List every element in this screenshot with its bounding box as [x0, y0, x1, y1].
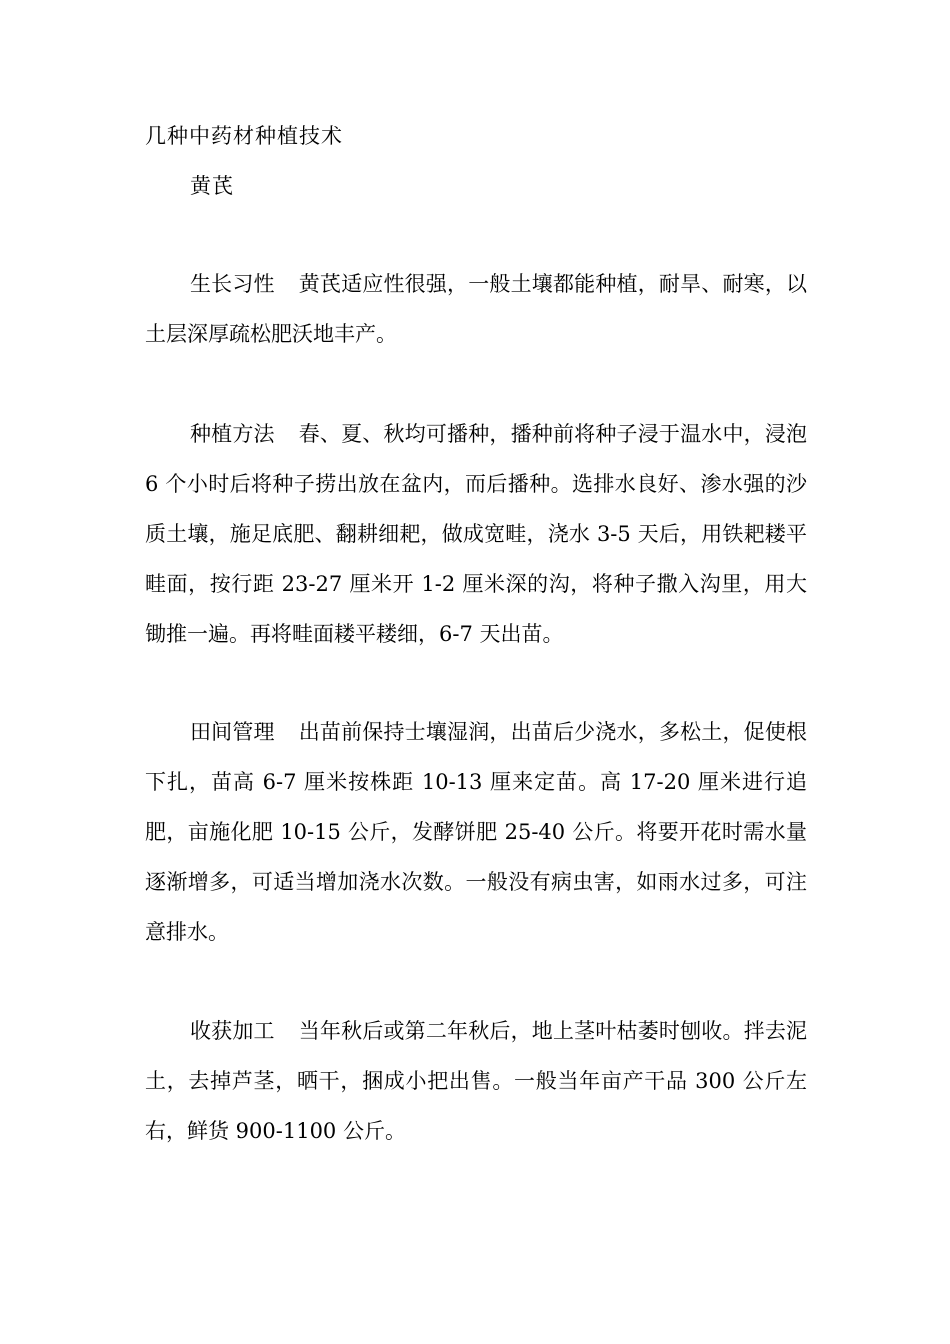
paragraph-text: 春、夏、秋均可播种，播种前将种子浸于温水中，浸泡 6 个小时后将种子捞出放在盆内，而后播种。选排水良好、渗水强的沙质土壤，施足底肥、翻耕细耙，做成宽畦，浇水 3-5 天后，用铁耙耧平畦面，按行距 23-27 厘米开 1-2 厘米深的沟，将种子撒入沟里，用大锄推一遍。再将畦面耧平耧细，6-7 天出苗。: [145, 422, 808, 646]
paragraph-field-management: [145, 707, 807, 957]
section-heading: 黄芪: [190, 174, 234, 198]
paragraph-harvest-processing: [145, 1006, 807, 1156]
paragraph-label: 收获加工: [190, 1019, 275, 1043]
paragraph-text: 黄芪适应性很强，一般土壤都能种植，耐旱、耐寒，以土层深厚疏松肥沃地丰产。: [145, 272, 808, 346]
paragraph-label: 种植方法: [190, 422, 275, 446]
document-title: 几种中药材种植技术: [145, 124, 343, 148]
paragraph-growth-habit: [145, 259, 807, 359]
paragraph-text: 当年秋后或第二年秋后，地上茎叶枯萎时刨收。拌去泥土，去掉芦茎，晒干，捆成小把出售。一般当年亩产干品 300 公斤左右，鲜货 900-1100 公斤。: [145, 1019, 808, 1143]
paragraph-label: 生长习性: [190, 272, 275, 296]
paragraph-label: 田间管理: [190, 720, 275, 744]
paragraph-planting-method: [145, 409, 807, 659]
paragraph-text: 出苗前保持士壤湿润，出苗后少浇水，多松土，促使根下扎，苗高 6-7 厘米按株距 10-13 厘来定苗。高 17-20 厘米进行追肥，亩施化肥 10-15 公斤，发酵饼肥 25-40 公斤。将要开花时需水量逐渐增多，可适当增加浇水次数。一般没有病虫害，如雨水过多，可注意排水。: [145, 720, 808, 944]
